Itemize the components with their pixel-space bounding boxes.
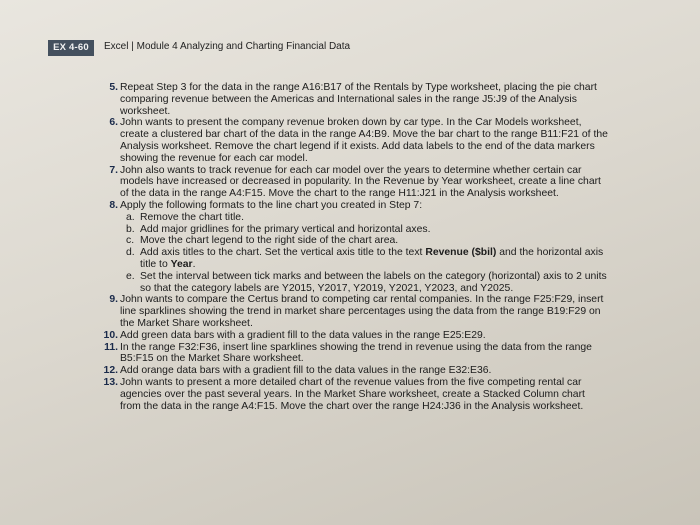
step-text: In the range F32:F36, insert line sparklines showing the trend in revenue using the data from the range B5:F15 on the Market Share worksheet. <box>120 341 592 365</box>
step-number: 11. <box>104 341 118 353</box>
sub-step-text: Set the interval between tick marks and between the labels on the category (horizontal) axis to 2 units so that the category labels are Y2015, Y2017, Y2019, Y2021, Y2023, and Y2025. <box>140 270 607 294</box>
sub-step-letter: e. <box>126 270 135 282</box>
step-item <box>98 82 608 117</box>
horizontal-axis-title-value: Year <box>170 258 193 270</box>
step-text: John wants to present a more detailed chart of the revenue values from the five competing rental car agencies over the past several years. In the Market Share worksheet, create a Stacked Column chart from the data in the range A4:F15. Move the chart over the range H24:J36 in the Analysis worksheet. <box>120 376 585 412</box>
step-text: John wants to present the company revenue broken down by car type. In the Car Models worksheet, create a clustered bar chart of the data in the range A4:B9. Move the bar chart to the range B11:F21 of the Analysis worksheet. Remove the chart legend if it exists. Add data labels to the end of the data markers showing the revenue for each car model. <box>120 117 608 164</box>
sub-step-letter: d. <box>126 247 135 259</box>
sub-step-text-mid: and the horizontal axis title to <box>140 247 604 270</box>
sub-step-list <box>120 212 608 295</box>
vertical-axis-title-value: Revenue ($bil) <box>425 247 497 259</box>
step-number: 6. <box>109 117 118 129</box>
sub-step-item <box>126 212 608 224</box>
instruction-steps-list <box>98 82 608 412</box>
sub-step-item <box>126 247 608 271</box>
step-item <box>98 330 608 342</box>
step-item <box>98 294 608 329</box>
sub-step-text <box>140 247 603 270</box>
page-number-badge: EX 4-60 <box>48 40 94 56</box>
step-number: 10. <box>103 329 118 341</box>
step-text: Add orange data bars with a gradient fill to the data values in the range E32:E36. <box>120 365 492 377</box>
step-item <box>98 117 608 164</box>
step-item <box>98 377 608 412</box>
sub-step-text-pre: Add axis titles to the chart. Set the vertical axis title to the text <box>140 247 426 259</box>
step-item <box>98 342 608 366</box>
step-item <box>98 365 608 377</box>
step-text: John also wants to track revenue for each car model over the years to determine whether certain car models have increased or decreased in popularity. In the Revenue by Year worksheet, create a line chart of the data in the range A4:F15. Move the chart to the range H11:J21 in the Analysis worksheet. <box>120 164 601 200</box>
step-number: 12. <box>103 365 118 377</box>
step-text: Add green data bars with a gradient fill to the data values in the range E25:E29. <box>120 329 486 341</box>
sub-step-letter: c. <box>126 235 135 247</box>
sub-step-item <box>126 235 608 247</box>
step-number: 5. <box>109 82 118 93</box>
step-number: 9. <box>109 294 118 306</box>
sub-step-text-post: . <box>192 258 196 270</box>
step-text: John wants to compare the Certus brand to competing car rental companies. In the range F25:F29, insert line sparklines showing the trend in market share percentages using the data from the range B19:F29 on the Market Share worksheet. <box>120 294 604 329</box>
sub-step-letter: b. <box>126 223 135 235</box>
sub-step-letter: a. <box>126 211 135 223</box>
step-text: Repeat Step 3 for the data in the range A16:B17 of the Rentals by Type worksheet, placing the pie chart comparing revenue between the Americas and International sales in the range J5:J9 of the Analysis worksheet. <box>120 82 597 117</box>
step-number: 13. <box>103 376 118 388</box>
sub-step-item <box>126 271 608 295</box>
sub-step-text: Move the chart legend to the right side of the chart area. <box>140 235 399 247</box>
step-text: Apply the following formats to the line chart you created in Step 7: <box>120 199 423 211</box>
sub-step-text: Remove the chart title. <box>140 211 244 223</box>
running-header-title: Excel | Module 4 Analyzing and Charting Financial Data <box>104 41 351 52</box>
step-number: 7. <box>109 164 118 176</box>
sub-step-text: Add major gridlines for the primary vertical and horizontal axes. <box>140 223 431 235</box>
step-number: 8. <box>109 199 118 211</box>
step-item <box>98 200 608 294</box>
sub-step-item <box>126 224 608 236</box>
step-item <box>98 165 608 200</box>
